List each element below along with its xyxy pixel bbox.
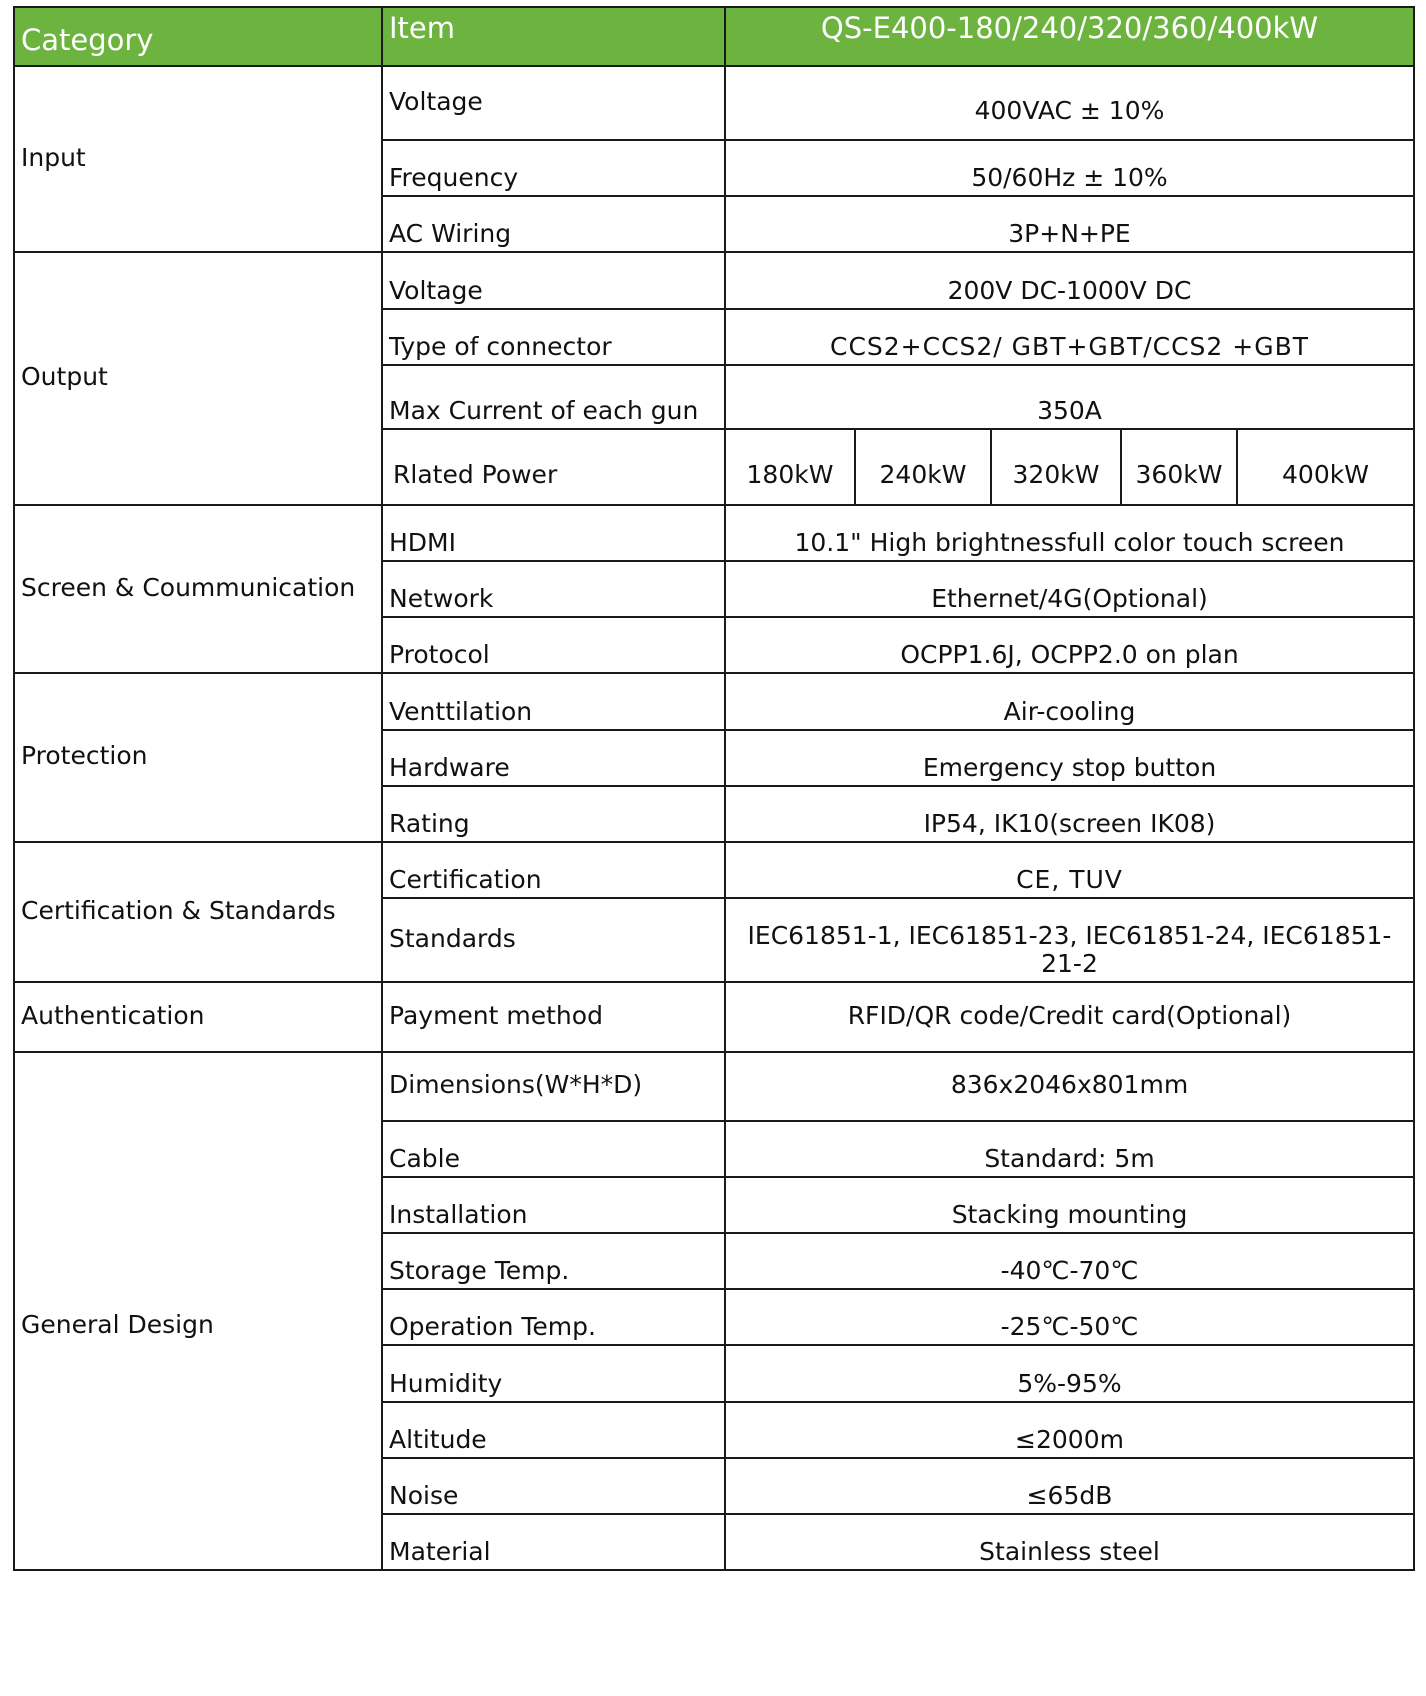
rated-power-cell: 240kW bbox=[855, 430, 991, 504]
item-value: 836x2046x801mm bbox=[725, 1052, 1414, 1121]
item-value: 50/60Hz ± 10% bbox=[725, 140, 1414, 196]
item-label: Type of connector bbox=[382, 309, 725, 365]
item-label: Payment method bbox=[382, 982, 725, 1052]
item-label: Rating bbox=[382, 786, 725, 842]
category-output: Output bbox=[14, 252, 382, 505]
item-value: -40℃-70℃ bbox=[725, 1233, 1414, 1289]
category-protection: Protection bbox=[14, 673, 382, 842]
table-row bbox=[14, 66, 1414, 140]
header-category: Category bbox=[14, 7, 382, 66]
item-label: Cable bbox=[382, 1121, 725, 1177]
category-authentication: Authentication bbox=[14, 982, 382, 1052]
category-input: Input bbox=[14, 66, 382, 252]
item-value: Stacking mounting bbox=[725, 1177, 1414, 1233]
item-value: 400VAC ± 10% bbox=[725, 66, 1414, 140]
category-general-design: General Design bbox=[14, 1052, 382, 1570]
item-value: 350A bbox=[725, 365, 1414, 429]
item-label: Max Current of each gun bbox=[382, 365, 725, 429]
item-value: 3P+N+PE bbox=[725, 196, 1414, 252]
item-value: ≤65dB bbox=[725, 1458, 1414, 1514]
table-row bbox=[14, 982, 1414, 1052]
item-value: Emergency stop button bbox=[725, 730, 1414, 786]
item-value: Air-cooling bbox=[725, 673, 1414, 730]
item-value: Standard: 5m bbox=[725, 1121, 1414, 1177]
item-label: Standards bbox=[382, 898, 725, 982]
item-label: Venttilation bbox=[382, 673, 725, 730]
header-row bbox=[14, 7, 1414, 66]
item-label: Voltage bbox=[382, 66, 725, 140]
table-row bbox=[14, 842, 1414, 898]
item-label: Operation Temp. bbox=[382, 1289, 725, 1345]
item-label: Material bbox=[382, 1514, 725, 1570]
table-row bbox=[14, 505, 1414, 561]
spec-table bbox=[13, 6, 1415, 1571]
table-row bbox=[14, 1052, 1414, 1121]
item-label: Certification bbox=[382, 842, 725, 898]
item-label: Dimensions(W*H*D) bbox=[382, 1052, 725, 1121]
item-label: AC Wiring bbox=[382, 196, 725, 252]
item-value: 200V DC-1000V DC bbox=[725, 252, 1414, 309]
item-label: Hardware bbox=[382, 730, 725, 786]
rated-power-cell: 180kW bbox=[746, 460, 834, 490]
category-screen: Screen & Coummunication bbox=[14, 505, 382, 673]
item-label: Protocol bbox=[382, 617, 725, 673]
item-value: Stainless steel bbox=[725, 1514, 1414, 1570]
rated-power-cell: 320kW bbox=[991, 430, 1121, 504]
header-item: Item bbox=[382, 7, 725, 66]
item-value: -25℃-50℃ bbox=[725, 1289, 1414, 1345]
item-label: Voltage bbox=[382, 252, 725, 309]
item-label: Altitude bbox=[382, 1402, 725, 1458]
item-label: Frequency bbox=[382, 140, 725, 196]
header-model: QS-E400-180/240/320/360/400kW bbox=[725, 7, 1414, 66]
rated-power-cell: 360kW bbox=[1121, 430, 1237, 504]
item-value: CCS2+CCS2/ GBT+GBT/CCS2 +GBT bbox=[725, 309, 1414, 365]
item-value: ≤2000m bbox=[725, 1402, 1414, 1458]
table-row bbox=[14, 252, 1414, 309]
item-value: IEC61851-1, IEC61851-23, IEC61851-24, IEC61851-21-2 bbox=[725, 898, 1414, 982]
rated-power-cell: 400kW bbox=[1237, 430, 1413, 504]
category-certification: Certification & Standards bbox=[14, 842, 382, 982]
table-row bbox=[14, 673, 1414, 730]
item-label: Rlated Power bbox=[382, 429, 725, 505]
item-label: Noise bbox=[382, 1458, 725, 1514]
item-label: Humidity bbox=[382, 1345, 725, 1402]
item-value: IP54, IK10(screen IK08) bbox=[725, 786, 1414, 842]
item-value: 5%-95% bbox=[725, 1345, 1414, 1402]
item-label: Network bbox=[382, 561, 725, 617]
rated-power-values bbox=[725, 429, 1414, 505]
item-value: OCPP1.6J, OCPP2.0 on plan bbox=[725, 617, 1414, 673]
item-value: RFID/QR code/Credit card(Optional) bbox=[725, 982, 1414, 1052]
item-label: HDMI bbox=[382, 505, 725, 561]
item-value: Ethernet/4G(Optional) bbox=[725, 561, 1414, 617]
item-value: 10.1" High brightnessfull color touch screen bbox=[725, 505, 1414, 561]
item-value: CE, TUV bbox=[725, 842, 1414, 898]
item-label: Installation bbox=[382, 1177, 725, 1233]
item-label: Storage Temp. bbox=[382, 1233, 725, 1289]
